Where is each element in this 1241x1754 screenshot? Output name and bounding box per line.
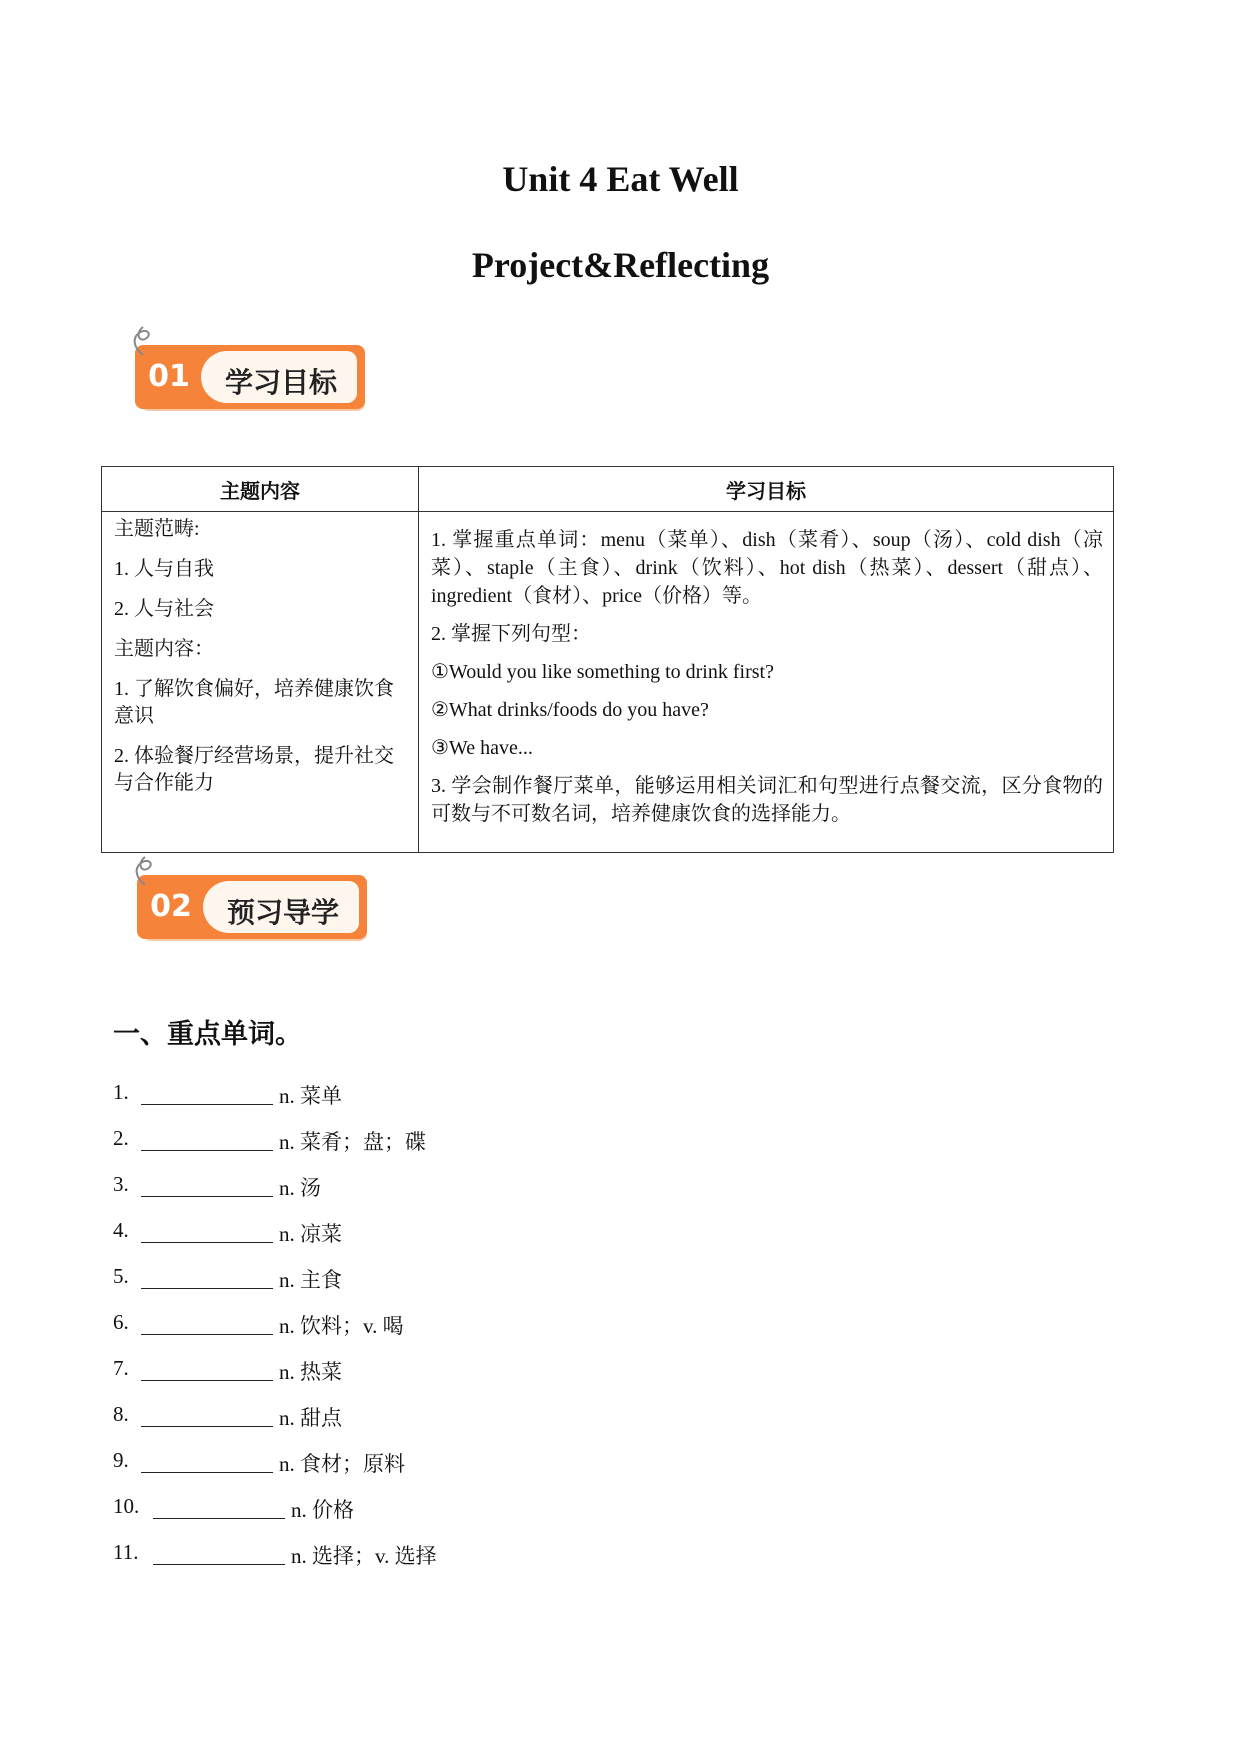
table-header-row xyxy=(102,467,1114,512)
item-number: 1. xyxy=(113,1080,129,1104)
item-number: 2. xyxy=(113,1126,129,1150)
topic-line: 1. 了解饮食偏好，培养健康饮食意识 xyxy=(114,678,394,727)
answer-blank[interactable] xyxy=(153,1494,285,1519)
answer-blank[interactable] xyxy=(141,1448,273,1473)
page-title: Unit 4 Eat Well xyxy=(502,159,739,199)
item-number: 10. xyxy=(113,1494,140,1518)
list-item xyxy=(113,1218,813,1264)
item-definition: n. 甜点 xyxy=(279,1406,342,1430)
item-definition: n. 热菜 xyxy=(279,1360,342,1384)
list-item xyxy=(113,1310,813,1356)
item-definition: n. 凉菜 xyxy=(279,1222,342,1246)
page-subtitle: Project&Reflecting xyxy=(471,245,770,285)
section-badge-01 xyxy=(127,325,377,415)
vocab-list xyxy=(113,1080,813,1586)
list-item xyxy=(113,1402,813,1448)
goal-line: 3. 学会制作餐厅菜单，能够运用相关词汇和句型进行点餐交流，区分食物的可数与不可数名词，培养健康饮食的选择能力。 xyxy=(431,775,1103,825)
answer-blank[interactable] xyxy=(153,1540,285,1565)
item-number: 6. xyxy=(113,1310,129,1334)
list-item xyxy=(113,1448,813,1494)
answer-blank[interactable] xyxy=(141,1172,273,1197)
list-item xyxy=(113,1080,813,1126)
topic-line: 主题范畴: xyxy=(114,518,200,540)
item-number: 8. xyxy=(113,1402,129,1426)
item-definition: n. 食材；原料 xyxy=(279,1452,405,1476)
list-item xyxy=(113,1126,813,1172)
item-definition: n. 饮料；v. 喝 xyxy=(279,1314,404,1338)
table-row xyxy=(102,512,1114,853)
list-item xyxy=(113,1540,813,1586)
goal-line: 1. 掌握重点单词：menu（菜单）、dish（菜肴）、soup（汤）、cold dish（凉菜）、staple（主食）、drink（饮料）、hot dish（热菜）、dessert（甜点）、ingredient（食材）、price（价格）等。 xyxy=(431,529,1103,607)
topic-line: 2. 体验餐厅经营场景，提升社交与合作能力 xyxy=(114,745,394,794)
item-definition: n. 选择；v. 选择 xyxy=(291,1544,437,1568)
answer-blank[interactable] xyxy=(141,1080,273,1105)
goal-line: ②What drinks/foods do you have? xyxy=(431,699,709,721)
section-heading: 一、重点单词。 xyxy=(113,1019,302,1050)
item-definition: n. 菜单 xyxy=(279,1084,342,1108)
badge-label: 学习目标 xyxy=(224,366,337,399)
list-item xyxy=(113,1494,813,1540)
badge-number: 02 xyxy=(150,889,192,924)
section-badge-02 xyxy=(129,855,379,945)
answer-blank[interactable] xyxy=(141,1356,273,1381)
goal-line: ①Would you like something to drink first? xyxy=(431,661,774,683)
answer-blank[interactable] xyxy=(141,1264,273,1289)
badge-label: 预习导学 xyxy=(226,896,339,929)
swirl-deco-icon xyxy=(125,319,165,359)
item-number: 11. xyxy=(113,1540,139,1564)
answer-blank[interactable] xyxy=(141,1218,273,1243)
goals-cell xyxy=(419,512,1114,853)
topic-line: 1. 人与自我 xyxy=(114,558,214,580)
item-number: 5. xyxy=(113,1264,129,1288)
item-number: 3. xyxy=(113,1172,129,1196)
swirl-deco-icon xyxy=(127,849,167,889)
answer-blank[interactable] xyxy=(141,1402,273,1427)
badge-number: 01 xyxy=(148,359,190,394)
item-number: 9. xyxy=(113,1448,129,1472)
list-item xyxy=(113,1264,813,1310)
list-item xyxy=(113,1172,813,1218)
table-header-goals: 学习目标 xyxy=(419,467,1114,512)
goal-line: 2. 掌握下列句型： xyxy=(431,623,591,645)
answer-blank[interactable] xyxy=(141,1310,273,1335)
answer-blank[interactable] xyxy=(141,1126,273,1151)
list-item xyxy=(113,1356,813,1402)
table-header-topic: 主题内容 xyxy=(102,467,419,512)
item-definition: n. 汤 xyxy=(279,1176,321,1200)
learning-goals-table xyxy=(101,466,1114,853)
item-definition: n. 价格 xyxy=(291,1498,354,1522)
item-definition: n. 菜肴；盘；碟 xyxy=(279,1130,426,1154)
topic-cell xyxy=(102,512,419,853)
goal-line: ③We have... xyxy=(431,737,533,759)
item-definition: n. 主食 xyxy=(279,1268,342,1292)
topic-line: 2. 人与社会 xyxy=(114,598,214,620)
topic-line: 主题内容： xyxy=(114,638,214,660)
item-number: 7. xyxy=(113,1356,129,1380)
item-number: 4. xyxy=(113,1218,129,1242)
